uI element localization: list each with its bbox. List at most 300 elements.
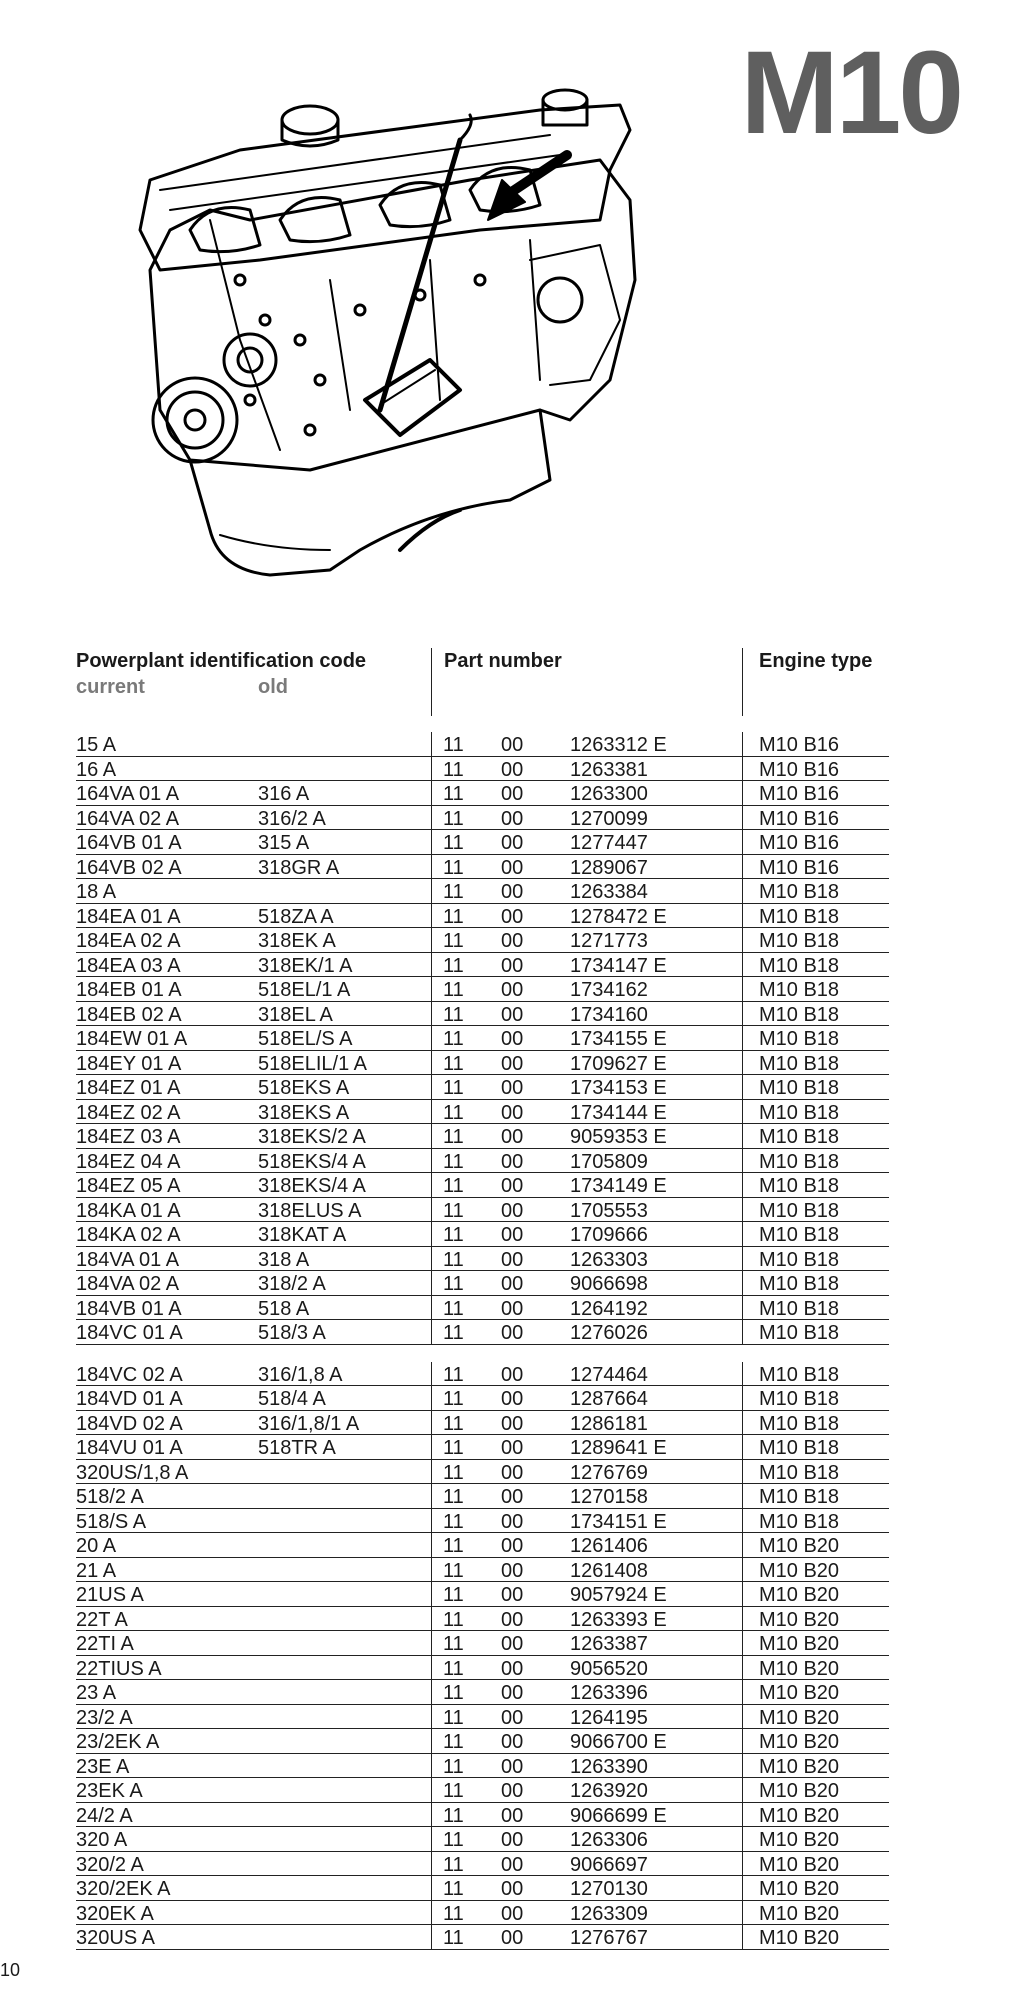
table-row <box>76 1827 889 1852</box>
part-number: 1263387 <box>570 1633 648 1655</box>
column-divider <box>431 1901 432 1926</box>
column-divider <box>742 1754 743 1779</box>
current-code: 184EZ 03 A <box>76 1126 181 1148</box>
current-code: 22T A <box>76 1608 128 1631</box>
part-number: 1263384 <box>570 881 648 903</box>
column-divider <box>431 1247 432 1272</box>
part-group: 11 <box>443 881 464 903</box>
part-group: 11 <box>443 1224 464 1246</box>
column-divider <box>431 1222 432 1247</box>
engine-type: M10 B16 <box>759 832 840 854</box>
column-divider <box>431 1362 432 1387</box>
part-subgroup: 00 <box>501 1224 524 1246</box>
engine-type: M10 B18 <box>759 1273 840 1295</box>
part-group: 11 <box>443 979 464 1001</box>
engine-type: M10 B16 <box>759 783 840 805</box>
column-divider <box>742 781 743 806</box>
table-row <box>76 1852 889 1877</box>
part-subgroup: 00 <box>501 1363 524 1386</box>
column-divider <box>431 904 432 929</box>
column-divider <box>742 1026 743 1051</box>
part-group: 11 <box>443 930 464 952</box>
part-number: 1734149 E <box>570 1175 667 1197</box>
part-group: 11 <box>443 1150 464 1173</box>
part-subgroup: 00 <box>501 1657 524 1680</box>
part-subgroup: 00 <box>501 1608 524 1631</box>
part-subgroup: 00 <box>501 1853 524 1876</box>
table-row <box>76 1680 889 1705</box>
part-subgroup: 00 <box>501 1052 524 1075</box>
column-divider <box>742 1149 743 1174</box>
column-divider <box>742 1386 743 1411</box>
part-subgroup: 00 <box>501 1412 524 1435</box>
part-number: 1276769 <box>570 1461 648 1484</box>
part-subgroup: 00 <box>501 1755 524 1778</box>
column-divider <box>431 1386 432 1411</box>
part-number: 9059353 E <box>570 1126 667 1148</box>
column-divider <box>742 732 743 757</box>
current-code: 184VD 01 A <box>76 1388 183 1410</box>
column-divider <box>431 879 432 904</box>
part-subgroup: 00 <box>501 1028 524 1050</box>
table-row <box>76 1803 889 1828</box>
old-code: 315 A <box>258 832 310 854</box>
part-group: 11 <box>443 1297 464 1320</box>
part-number: 1263312 E <box>570 734 667 756</box>
column-divider <box>431 953 432 978</box>
current-code: 18 A <box>76 881 117 903</box>
part-group: 11 <box>443 1682 464 1704</box>
part-number: 1263393 E <box>570 1608 667 1631</box>
engine-type: M10 B16 <box>759 734 840 756</box>
old-code: 316/1,8/1 A <box>258 1412 360 1435</box>
header-divider <box>742 648 743 716</box>
part-group: 11 <box>443 1804 464 1827</box>
current-code: 23/2EK A <box>76 1731 160 1753</box>
column-divider <box>431 1827 432 1852</box>
page-number: 10 <box>0 1960 21 1980</box>
part-number: 1271773 <box>570 930 648 952</box>
table-row <box>76 1925 889 1950</box>
part-number: 1270130 <box>570 1878 648 1900</box>
part-subgroup: 00 <box>501 1780 524 1802</box>
part-subgroup: 00 <box>501 807 524 830</box>
table-section-2 <box>76 1362 889 1950</box>
column-divider <box>742 928 743 953</box>
column-divider <box>742 1778 743 1803</box>
table-section-1 <box>76 732 889 1345</box>
engine-type: M10 B18 <box>759 1461 840 1484</box>
column-divider <box>431 830 432 855</box>
table-row <box>76 830 889 855</box>
engine-type: M10 B18 <box>759 1510 840 1533</box>
column-divider <box>431 1803 432 1828</box>
part-number: 1274464 <box>570 1363 648 1386</box>
column-divider <box>742 904 743 929</box>
column-divider <box>431 1582 432 1607</box>
part-subgroup: 00 <box>501 758 524 781</box>
engine-type: M10 B18 <box>759 1437 840 1459</box>
table-row <box>76 1778 889 1803</box>
current-code: 21US A <box>76 1584 144 1606</box>
table-row <box>76 1386 889 1411</box>
table-row <box>76 1002 889 1027</box>
column-divider <box>742 953 743 978</box>
part-number: 1276767 <box>570 1927 648 1949</box>
engine-type: M10 B20 <box>759 1584 840 1606</box>
row-rule <box>76 1344 431 1345</box>
current-code: 23 A <box>76 1682 117 1704</box>
part-group: 11 <box>443 1535 464 1557</box>
old-code: 518TR A <box>258 1437 336 1459</box>
column-divider <box>431 757 432 782</box>
part-number: 9066697 <box>570 1853 648 1876</box>
column-divider <box>742 1509 743 1534</box>
current-code: 22TIUS A <box>76 1657 162 1680</box>
old-code: 318GR A <box>258 856 340 879</box>
part-subgroup: 00 <box>501 1322 524 1344</box>
column-divider <box>431 1484 432 1509</box>
column-divider <box>742 1198 743 1223</box>
column-divider <box>431 1460 432 1485</box>
table-row <box>76 757 889 782</box>
old-code: 318EKS A <box>258 1101 350 1124</box>
column-divider <box>431 1435 432 1460</box>
engine-type: M10 B18 <box>759 1052 840 1075</box>
part-subgroup: 00 <box>501 1706 524 1729</box>
table-row <box>76 1198 889 1223</box>
part-number: 9066700 E <box>570 1731 667 1753</box>
column-divider <box>431 1705 432 1730</box>
part-number: 1264192 <box>570 1297 648 1320</box>
engine-type: M10 B18 <box>759 954 840 977</box>
current-code: 164VB 02 A <box>76 856 182 879</box>
part-group: 11 <box>443 1077 464 1099</box>
part-subgroup: 00 <box>501 1535 524 1557</box>
part-number: 1277447 <box>570 832 648 854</box>
part-group: 11 <box>443 1175 464 1197</box>
part-number: 9057924 E <box>570 1584 667 1606</box>
current-code: 518/2 A <box>76 1486 144 1508</box>
engine-type: M10 B16 <box>759 758 840 781</box>
current-code: 184VA 02 A <box>76 1273 180 1295</box>
table-row <box>76 1558 889 1583</box>
table-row <box>76 1320 889 1345</box>
part-number: 1261408 <box>570 1559 648 1582</box>
engine-type: M10 B20 <box>759 1804 840 1827</box>
old-code: 318EKS/2 A <box>258 1126 366 1148</box>
part-number: 1286181 <box>570 1412 648 1435</box>
column-divider <box>742 1460 743 1485</box>
current-code: 21 A <box>76 1559 117 1582</box>
part-group: 11 <box>443 1412 464 1435</box>
part-number: 1278472 E <box>570 905 667 928</box>
engine-type: M10 B18 <box>759 881 840 903</box>
column-divider <box>742 879 743 904</box>
part-group: 11 <box>443 856 464 879</box>
part-subgroup: 00 <box>501 1829 524 1851</box>
current-code: 184EA 02 A <box>76 930 181 952</box>
old-code: 518/4 A <box>258 1388 326 1410</box>
current-code: 184VU 01 A <box>76 1437 183 1459</box>
column-divider <box>742 1729 743 1754</box>
part-number: 1263396 <box>570 1682 648 1704</box>
engine-type: M10 B20 <box>759 1780 840 1802</box>
engine-type: M10 B20 <box>759 1902 840 1925</box>
part-group: 11 <box>443 1461 464 1484</box>
current-code: 184EZ 05 A <box>76 1175 181 1197</box>
part-number: 1263920 <box>570 1780 648 1802</box>
old-code: 318ELUS A <box>258 1199 362 1222</box>
column-divider <box>431 1925 432 1950</box>
part-group: 11 <box>443 783 464 805</box>
powerplant-table <box>76 648 889 1950</box>
old-code: 318EL A <box>258 1003 333 1026</box>
part-number: 1734151 E <box>570 1510 667 1533</box>
engine-type: M10 B18 <box>759 930 840 952</box>
table-row <box>76 1173 889 1198</box>
column-divider <box>431 1198 432 1223</box>
current-code: 164VB 01 A <box>76 832 182 854</box>
current-code: 320US/1,8 A <box>76 1461 189 1484</box>
column-divider <box>431 1124 432 1149</box>
table-row <box>76 855 889 880</box>
row-rule <box>431 1344 889 1345</box>
old-code: 518EKS A <box>258 1077 350 1099</box>
column-divider <box>742 1484 743 1509</box>
column-divider <box>431 1320 432 1345</box>
part-number: 9056520 <box>570 1657 648 1680</box>
table-row <box>76 1705 889 1730</box>
header-old: old <box>258 676 288 698</box>
current-code: 184KA 02 A <box>76 1224 181 1246</box>
engine-type: M10 B16 <box>759 807 840 830</box>
column-divider <box>431 1296 432 1321</box>
column-divider <box>431 1656 432 1681</box>
part-number: 1734144 E <box>570 1101 667 1124</box>
current-code: 164VA 02 A <box>76 807 180 830</box>
part-subgroup: 00 <box>501 1077 524 1099</box>
engine-type: M10 B20 <box>759 1706 840 1729</box>
column-divider <box>742 1901 743 1926</box>
column-divider <box>431 1026 432 1051</box>
engine-type: M10 B20 <box>759 1829 840 1851</box>
table-row <box>76 953 889 978</box>
table-row <box>76 732 889 757</box>
part-subgroup: 00 <box>501 1297 524 1320</box>
column-divider <box>431 1778 432 1803</box>
part-number: 1289067 <box>570 856 648 879</box>
part-group: 11 <box>443 1657 464 1680</box>
column-divider <box>742 1680 743 1705</box>
part-number: 1287664 <box>570 1388 648 1410</box>
part-group: 11 <box>443 1829 464 1851</box>
table-row <box>76 1729 889 1754</box>
part-subgroup: 00 <box>501 979 524 1001</box>
table-row <box>76 1222 889 1247</box>
part-number: 1734153 E <box>570 1077 667 1099</box>
table-row <box>76 1533 889 1558</box>
part-number: 1263300 <box>570 783 648 805</box>
engine-type: M10 B18 <box>759 1412 840 1435</box>
part-subgroup: 00 <box>501 1927 524 1949</box>
old-code: 518EL/1 A <box>258 979 351 1001</box>
current-code: 184EB 02 A <box>76 1003 182 1026</box>
old-code: 518EKS/4 A <box>258 1150 366 1173</box>
part-group: 11 <box>443 1028 464 1050</box>
current-code: 23EK A <box>76 1780 143 1802</box>
engine-type: M10 B18 <box>759 1003 840 1026</box>
current-code: 184EY 01 A <box>76 1052 182 1075</box>
column-divider <box>431 781 432 806</box>
part-group: 11 <box>443 1126 464 1148</box>
header-current: current <box>76 676 145 698</box>
column-divider <box>742 1925 743 1950</box>
part-group: 11 <box>443 1273 464 1295</box>
engine-type: M10 B20 <box>759 1853 840 1876</box>
old-code: 318EKS/4 A <box>258 1175 366 1197</box>
old-code: 316/2 A <box>258 807 326 830</box>
current-code: 320 A <box>76 1829 128 1851</box>
engine-type: M10 B18 <box>759 1101 840 1124</box>
header-part-number: Part number <box>444 650 562 672</box>
table-row <box>76 1124 889 1149</box>
engine-type: M10 B18 <box>759 979 840 1001</box>
part-number: 9066698 <box>570 1273 648 1295</box>
engine-type: M10 B18 <box>759 1322 840 1344</box>
table-row <box>76 1607 889 1632</box>
engine-type: M10 B20 <box>759 1878 840 1900</box>
column-divider <box>742 1222 743 1247</box>
current-code: 16 A <box>76 758 117 781</box>
table-header <box>76 648 889 716</box>
part-number: 1734147 E <box>570 954 667 977</box>
current-code: 164VA 01 A <box>76 783 180 805</box>
current-code: 320/2EK A <box>76 1878 171 1900</box>
column-divider <box>431 1680 432 1705</box>
current-code: 184EZ 04 A <box>76 1150 181 1173</box>
part-subgroup: 00 <box>501 930 524 952</box>
part-group: 11 <box>443 1052 464 1075</box>
current-code: 184EZ 02 A <box>76 1101 181 1124</box>
old-code: 518ZA A <box>258 905 334 928</box>
part-subgroup: 00 <box>501 1248 524 1271</box>
engine-type: M10 B18 <box>759 1388 840 1410</box>
old-code: 518/3 A <box>258 1322 326 1344</box>
part-subgroup: 00 <box>501 1273 524 1295</box>
column-divider <box>742 1852 743 1877</box>
column-divider <box>742 1173 743 1198</box>
current-code: 184VA 01 A <box>76 1248 180 1271</box>
engine-type: M10 B18 <box>759 1175 840 1197</box>
column-divider <box>742 1271 743 1296</box>
column-divider <box>742 1320 743 1345</box>
part-subgroup: 00 <box>501 734 524 756</box>
part-number: 1263381 <box>570 758 648 781</box>
part-group: 11 <box>443 1755 464 1778</box>
current-code: 518/S A <box>76 1510 147 1533</box>
table-row <box>76 879 889 904</box>
table-row <box>76 1901 889 1926</box>
table-row <box>76 904 889 929</box>
table-row <box>76 1271 889 1296</box>
column-divider <box>742 1631 743 1656</box>
part-number: 9066699 E <box>570 1804 667 1827</box>
engine-type: M10 B18 <box>759 1199 840 1222</box>
column-divider <box>431 1173 432 1198</box>
current-code: 320EK A <box>76 1902 154 1925</box>
engine-type: M10 B16 <box>759 856 840 879</box>
column-divider <box>431 928 432 953</box>
part-subgroup: 00 <box>501 1559 524 1582</box>
engine-type: M10 B18 <box>759 1126 840 1148</box>
engine-type: M10 B20 <box>759 1608 840 1631</box>
current-code: 24/2 A <box>76 1804 133 1827</box>
engine-type: M10 B18 <box>759 1297 840 1320</box>
part-group: 11 <box>443 1510 464 1533</box>
current-code: 22TI A <box>76 1633 134 1655</box>
part-number: 1261406 <box>570 1535 648 1557</box>
engine-type: M10 B18 <box>759 1077 840 1099</box>
part-group: 11 <box>443 1559 464 1582</box>
old-code: 318KAT A <box>258 1224 347 1246</box>
part-group: 11 <box>443 1101 464 1124</box>
column-divider <box>742 1247 743 1272</box>
part-number: 1709627 E <box>570 1052 667 1075</box>
column-divider <box>742 1656 743 1681</box>
column-divider <box>742 1827 743 1852</box>
part-group: 11 <box>443 1486 464 1508</box>
column-divider <box>742 1582 743 1607</box>
current-code: 184EW 01 A <box>76 1028 188 1050</box>
old-code: 518ELIL/1 A <box>258 1052 367 1075</box>
part-number: 1734162 <box>570 979 648 1001</box>
column-divider <box>742 1607 743 1632</box>
part-subgroup: 00 <box>501 1731 524 1753</box>
old-code: 518EL/S A <box>258 1028 353 1050</box>
table-row <box>76 1754 889 1779</box>
column-divider <box>431 1271 432 1296</box>
column-divider <box>431 1149 432 1174</box>
part-group: 11 <box>443 1878 464 1900</box>
part-group: 11 <box>443 1633 464 1655</box>
part-number: 1705553 <box>570 1199 648 1222</box>
engine-type: M10 B20 <box>759 1633 840 1655</box>
part-group: 11 <box>443 734 464 756</box>
part-group: 11 <box>443 1608 464 1631</box>
column-divider <box>742 1411 743 1436</box>
table-row <box>76 1247 889 1272</box>
column-divider <box>431 1002 432 1027</box>
part-group: 11 <box>443 1706 464 1729</box>
part-number: 1263303 <box>570 1248 648 1271</box>
engine-type: M10 B20 <box>759 1927 840 1949</box>
column-divider <box>742 1705 743 1730</box>
engine-type: M10 B20 <box>759 1682 840 1704</box>
old-code: 316 A <box>258 783 310 805</box>
column-divider <box>431 1852 432 1877</box>
current-code: 320/2 A <box>76 1853 144 1876</box>
column-divider <box>431 1411 432 1436</box>
column-divider <box>431 1729 432 1754</box>
table-row <box>76 1631 889 1656</box>
current-code: 320US A <box>76 1927 155 1949</box>
current-code: 184EA 03 A <box>76 954 181 977</box>
part-subgroup: 00 <box>501 1682 524 1704</box>
part-number: 1289641 E <box>570 1437 667 1459</box>
part-number: 1709666 <box>570 1224 648 1246</box>
current-code: 23E A <box>76 1755 130 1778</box>
